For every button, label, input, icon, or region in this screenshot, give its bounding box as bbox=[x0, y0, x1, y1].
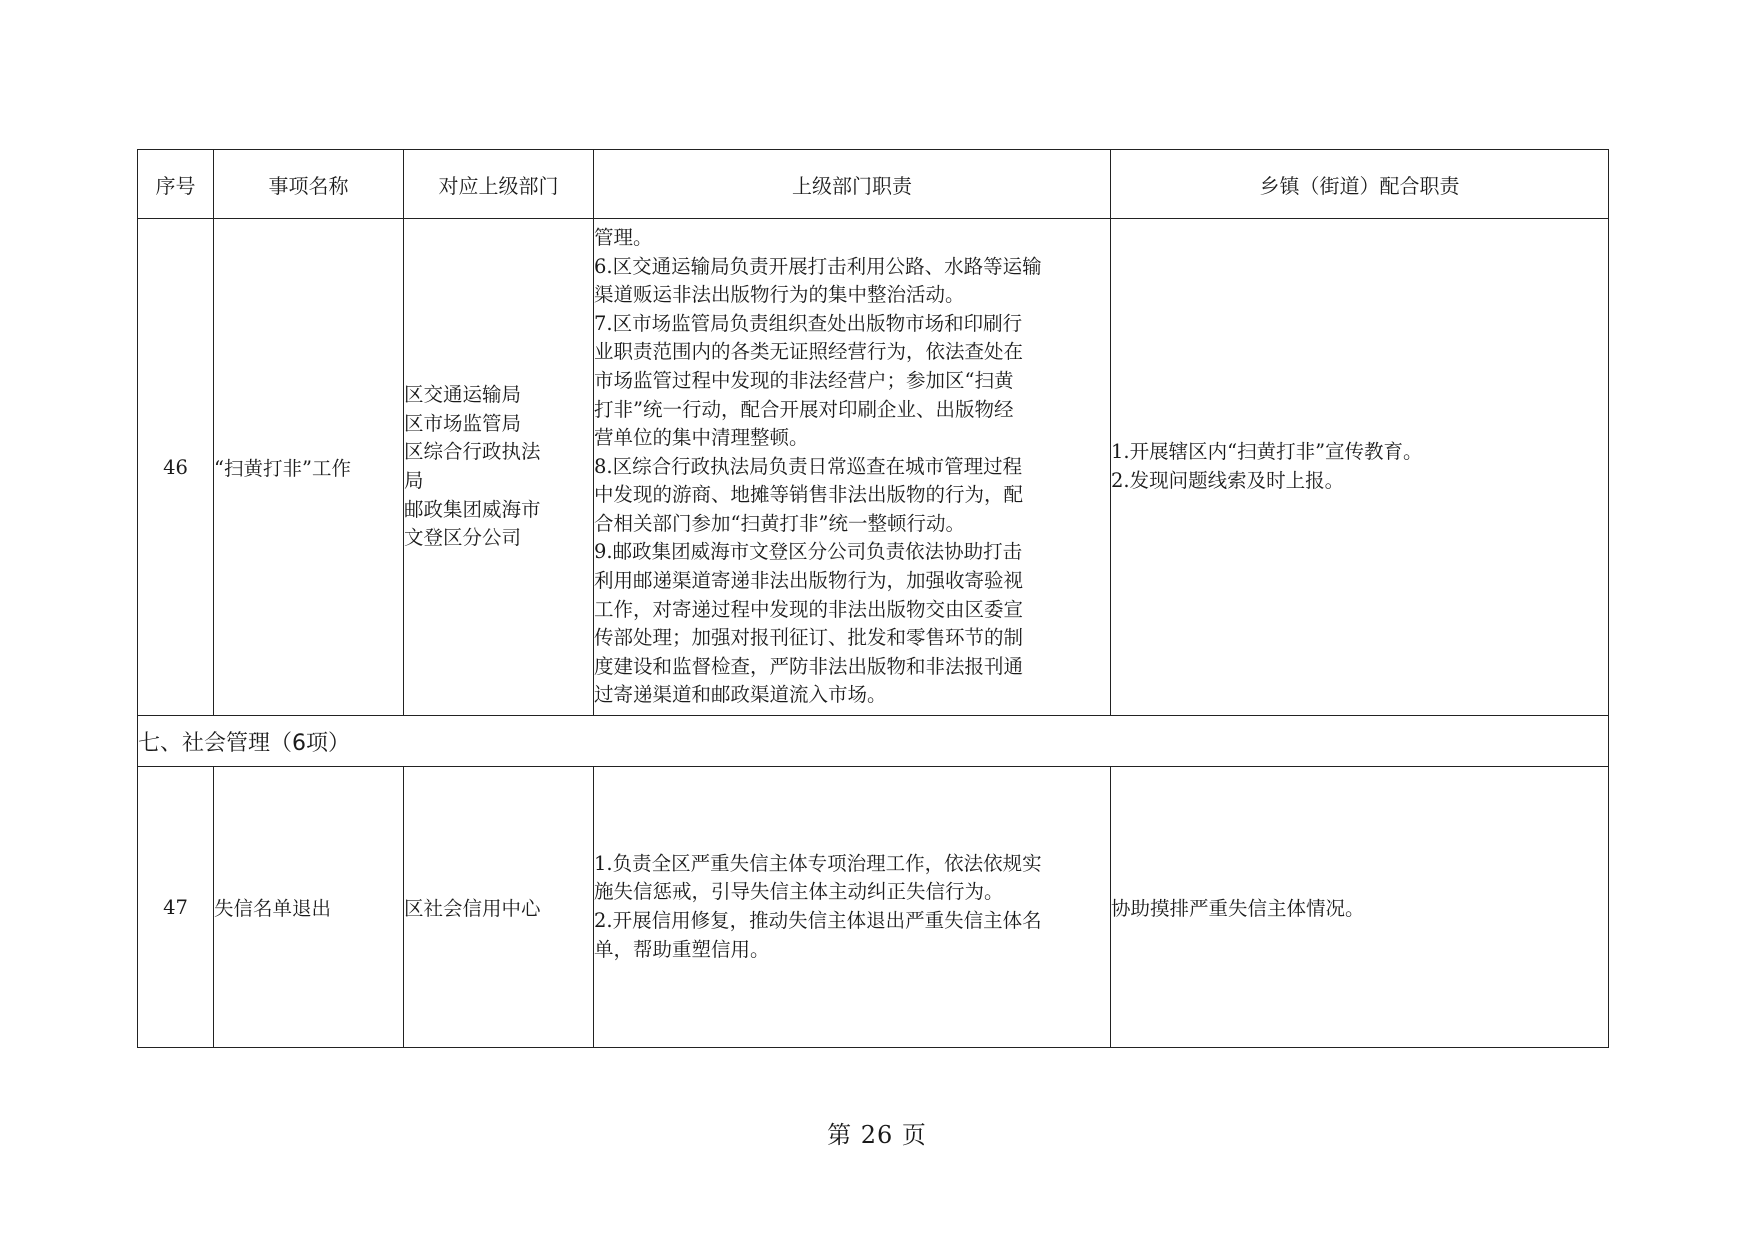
duty-line: 度建设和监督检查，严防非法出版物和非法报刊通 bbox=[594, 654, 1024, 678]
header-superior-duty: 上级部门职责 bbox=[594, 150, 1111, 219]
duty-line: 市场监管过程中发现的非法经营户；参加区“扫黄 bbox=[594, 368, 1014, 392]
row-seq: 46 bbox=[138, 219, 214, 716]
duty-line: 业职责范围内的各类无证照经营行为，依法查处在 bbox=[594, 340, 1024, 364]
dept-line: 邮政集团威海市 bbox=[404, 497, 541, 521]
duty-line: 打非”统一行动，配合开展对印刷企业、出版物经 bbox=[594, 397, 1014, 421]
row-superior-duty bbox=[594, 767, 1111, 1048]
duty-line: 2.开展信用修复，推动失信主体退出严重失信主体名 bbox=[594, 909, 1042, 932]
table-header-row bbox=[138, 150, 1609, 219]
section-title: 七、社会管理（6项） bbox=[138, 716, 1609, 767]
header-seq: 序号 bbox=[138, 150, 214, 219]
duty-line: 过寄递渠道和邮政渠道流入市场。 bbox=[594, 683, 887, 707]
header-item-name: 事项名称 bbox=[214, 150, 404, 219]
dept-line: 局 bbox=[404, 469, 424, 492]
coop-line: 2.发现问题线索及时上报。 bbox=[1111, 469, 1345, 492]
duty-line: 9.邮政集团威海市文登区分公司负责依法协助打击 bbox=[594, 540, 1023, 564]
dept-line: 区交通运输局 bbox=[404, 383, 522, 407]
row-seq: 47 bbox=[138, 767, 214, 1048]
duty-line: 营单位的集中清理整顿。 bbox=[594, 426, 809, 450]
duty-line: 合相关部门参加“扫黄打非”统一整顿行动。 bbox=[594, 511, 965, 535]
duty-line: 单，帮助重塑信用。 bbox=[594, 937, 770, 961]
dept-line: 文登区分公司 bbox=[404, 526, 522, 550]
coop-line: 1.开展辖区内“扫黄打非”宣传教育。 bbox=[1111, 440, 1423, 464]
duty-line: 工作，对寄递过程中发现的非法出版物交由区委宣 bbox=[594, 597, 1024, 621]
duty-line: 8.区综合行政执法局负责日常巡查在城市管理过程 bbox=[594, 454, 1023, 478]
duty-line: 中发现的游商、地摊等销售非法出版物的行为，配 bbox=[594, 483, 1024, 507]
header-town-coop-duty: 乡镇（街道）配合职责 bbox=[1111, 150, 1609, 219]
duty-line: 1.负责全区严重失信主体专项治理工作，依法依规实 bbox=[594, 851, 1042, 875]
duty-table bbox=[137, 149, 1609, 1048]
duty-line: 利用邮递渠道寄递非法出版物行为，加强收寄验视 bbox=[594, 569, 1024, 593]
duty-line: 7.区市场监管局负责组织查处出版物市场和印刷行 bbox=[594, 311, 1023, 335]
row-item-name: 失信名单退出 bbox=[214, 767, 404, 1048]
dept-line: 区市场监管局 bbox=[404, 411, 522, 435]
page-number: 第 26 页 bbox=[827, 1121, 927, 1149]
dept-line: 区综合行政执法 bbox=[404, 440, 541, 464]
row-item-name: “扫黄打非”工作 bbox=[214, 219, 404, 716]
row-superior-dept: 区社会信用中心 bbox=[404, 767, 594, 1048]
duty-line: 施失信惩戒，引导失信主体主动纠正失信行为。 bbox=[594, 880, 1004, 904]
duty-line: 管理。 bbox=[594, 225, 653, 249]
row-superior-dept bbox=[404, 219, 594, 716]
section-row bbox=[138, 716, 1609, 767]
row-town-coop-duty bbox=[1111, 219, 1609, 716]
row-town-coop-duty: 协助摸排严重失信主体情况。 bbox=[1111, 767, 1609, 1048]
duty-line: 渠道贩运非法出版物行为的集中整治活动。 bbox=[594, 283, 965, 307]
row-superior-duty bbox=[594, 219, 1111, 716]
duty-line: 传部处理；加强对报刊征订、批发和零售环节的制 bbox=[594, 626, 1024, 650]
header-superior-dept: 对应上级部门 bbox=[404, 150, 594, 219]
duty-line: 6.区交通运输局负责开展打击利用公路、水路等运输 bbox=[594, 254, 1042, 278]
table-row bbox=[138, 219, 1609, 716]
table-row bbox=[138, 767, 1609, 1048]
